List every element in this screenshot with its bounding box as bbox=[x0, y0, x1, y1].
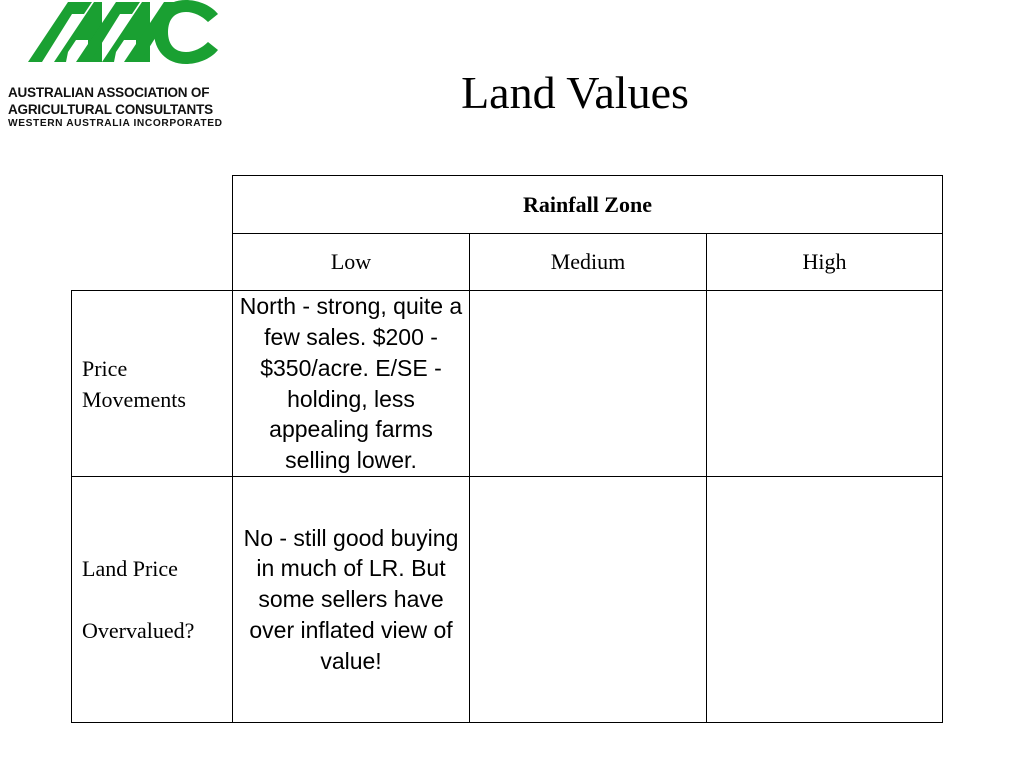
row-label-line: Movements bbox=[82, 386, 186, 412]
table-cell-overvalued-medium bbox=[469, 476, 707, 723]
row-label-line: Overvalued? bbox=[82, 618, 195, 643]
column-header-medium: Medium bbox=[469, 233, 707, 291]
column-header-low: Low bbox=[232, 233, 470, 291]
table-cell-overvalued-high bbox=[706, 476, 943, 723]
rainfall-zone-header: Rainfall Zone bbox=[232, 175, 943, 234]
row-label-spacer bbox=[82, 584, 194, 615]
association-name-line-2: AGRICULTURAL CONSULTANTS bbox=[8, 101, 213, 117]
row-label-land-price-overvalued bbox=[71, 476, 233, 723]
slide-title: Land Values bbox=[461, 67, 689, 118]
table-cell-price-movements-low: North - strong, quite a few sales. $200 - $350/acre. E/SE - holding, less appealing farms selling lower. bbox=[232, 290, 470, 477]
column-header-high: High bbox=[706, 233, 943, 291]
table-cell-overvalued-low: No - still good buying in much of LR. But some sellers have over inflated view of value! bbox=[232, 476, 470, 723]
row-label-line: Land Price bbox=[82, 556, 178, 581]
row-label-price-movements bbox=[71, 290, 233, 477]
table-cell-price-movements-medium bbox=[469, 290, 707, 477]
row-label-line: Price bbox=[82, 355, 128, 381]
association-name-line-1: AUSTRALIAN ASSOCIATION OF bbox=[8, 85, 210, 100]
association-name-line-3: WESTERN AUSTRALIA INCORPORATED bbox=[8, 118, 223, 129]
table-cell-price-movements-high bbox=[706, 290, 943, 477]
